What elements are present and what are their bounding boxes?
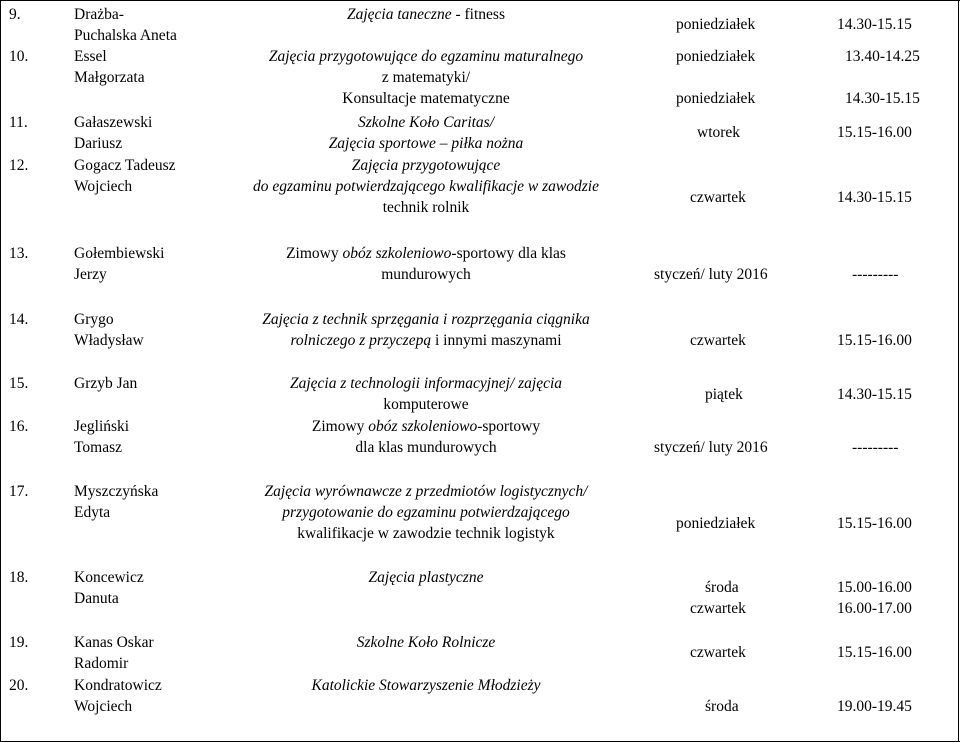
activity-text: kwalifikacje w zawodzie technik logistyk <box>297 525 555 542</box>
time-cell: 14.30-15.15 <box>845 90 920 107</box>
teacher-name: Tomasz <box>74 439 122 456</box>
activity-text: przygotowanie do egzaminu potwierdzającego <box>282 504 570 521</box>
teacher-name: Puchalska Aneta <box>74 27 177 44</box>
activity-text: Zimowy obóz szkoleniowo-sportowy <box>311 418 541 435</box>
row-number: 10. <box>9 48 29 65</box>
teacher-name: Drażba- <box>74 6 124 23</box>
activity-text: z matematyki/ <box>381 69 471 86</box>
activity-text: Szkolne Koło Caritas/ <box>357 114 495 131</box>
activity-text: dla klas mundurowych <box>355 439 497 456</box>
activity-text: do egzaminu potwierdzającego kwalifikacje w zawodzie <box>253 178 599 195</box>
teacher-name: Dariusz <box>74 135 123 152</box>
row-number: 13. <box>9 245 29 262</box>
row-number: 20. <box>9 677 29 694</box>
activity-text: Zajęcia z technologii informacyjnej/ zajęcia <box>289 375 563 392</box>
day-cell: środa <box>705 579 739 596</box>
row-number: 9. <box>9 6 21 23</box>
teacher-name: Władysław <box>74 332 144 349</box>
row-number: 16. <box>9 418 29 435</box>
activity-text: Zajęcia taneczne - fitness <box>347 6 505 23</box>
activity-text: Zajęcia przygotowujące do egzaminu maturalnego <box>268 48 584 65</box>
teacher-name: Essel <box>74 48 107 65</box>
activity-text: Zajęcia z technik sprzęgania i rozprzęgania ciągnika <box>262 311 590 328</box>
time-cell: 14.30-15.15 <box>837 386 912 403</box>
activity-text: Zajęcia sportowe – piłka nożna <box>328 135 524 152</box>
teacher-name: Grzyb Jan <box>74 375 138 392</box>
time-cell: 19.00-19.45 <box>837 698 912 715</box>
row-number: 15. <box>9 375 29 392</box>
row-number: 17. <box>9 483 29 500</box>
table-border-right <box>958 0 959 742</box>
time-cell: 15.15-16.00 <box>837 644 912 661</box>
row-number: 19. <box>9 634 29 651</box>
teacher-name: Jegliński <box>74 418 130 435</box>
row-number: 11. <box>9 114 28 131</box>
teacher-name: Koncewicz <box>74 569 144 586</box>
activity-text: Szkolne Koło Rolnicze <box>356 634 496 651</box>
activity-text: Katolickie Stowarzyszenie Młodzieży <box>311 677 541 694</box>
teacher-name: Edyta <box>74 504 111 521</box>
time-cell: 15.15-16.00 <box>837 515 912 532</box>
row-number: 12. <box>9 157 29 174</box>
time-cell: 15.15-16.00 <box>837 124 912 141</box>
activity-text: technik rolnik <box>382 199 470 216</box>
day-cell: poniedziałek <box>676 48 756 65</box>
activity-text: Zajęcia wyrównawcze z przedmiotów logistycznych/ <box>264 483 588 500</box>
day-cell: środa <box>705 698 739 715</box>
row-number: 14. <box>9 311 29 328</box>
time-cell: 15.00-16.00 <box>837 579 912 596</box>
day-cell: poniedziałek <box>676 16 756 33</box>
activity-text: Zajęcia przygotowujące <box>351 157 501 174</box>
teacher-name: Gołembiewski <box>74 245 165 262</box>
day-cell: wtorek <box>697 124 741 141</box>
time-cell: 14.30-15.15 <box>837 189 912 206</box>
teacher-name: Wojciech <box>74 178 133 195</box>
day-cell: czwartek <box>690 600 746 617</box>
time-cell: --------- <box>852 266 899 283</box>
teacher-name: Jerzy <box>74 266 107 283</box>
activity-text: mundurowych <box>381 266 471 283</box>
table-row-divider <box>0 0 960 1</box>
day-cell: poniedziałek <box>676 90 756 107</box>
time-cell: 16.00-17.00 <box>837 600 912 617</box>
day-cell: piątek <box>705 386 743 403</box>
activity-text: rolniczego z przyczepą i innymi maszynami <box>290 332 562 349</box>
teacher-name: Grygo <box>74 311 114 328</box>
teacher-name: Gałaszewski <box>74 114 153 131</box>
day-cell: styczeń/ luty 2016 <box>654 266 768 283</box>
teacher-name: Gogacz Tadeusz <box>74 157 176 174</box>
table-border-left <box>0 0 1 742</box>
day-cell: czwartek <box>690 644 746 661</box>
row-number: 18. <box>9 569 29 586</box>
time-cell: 14.30-15.15 <box>837 16 912 33</box>
activity-text: Zimowy obóz szkoleniowo-sportowy dla klas <box>286 245 566 262</box>
activity-text: komputerowe <box>383 396 469 413</box>
time-cell: --------- <box>852 439 899 456</box>
teacher-name: Kondratowicz <box>74 677 162 694</box>
day-cell: poniedziałek <box>676 515 756 532</box>
day-cell: czwartek <box>690 332 746 349</box>
teacher-name: Radomir <box>74 655 129 672</box>
activity-text: Konsultacje matematyczne <box>342 90 510 107</box>
day-cell: styczeń/ luty 2016 <box>654 439 768 456</box>
time-cell: 13.40-14.25 <box>845 48 920 65</box>
teacher-name: Danuta <box>74 590 119 607</box>
teacher-name: Małgorzata <box>74 69 145 86</box>
teacher-name: Myszczyńska <box>74 483 159 500</box>
teacher-name: Kanas Oskar <box>74 634 154 651</box>
activity-text: Zajęcia plastyczne <box>368 569 484 586</box>
time-cell: 15.15-16.00 <box>837 332 912 349</box>
teacher-name: Wojciech <box>74 698 133 715</box>
day-cell: czwartek <box>690 189 746 206</box>
